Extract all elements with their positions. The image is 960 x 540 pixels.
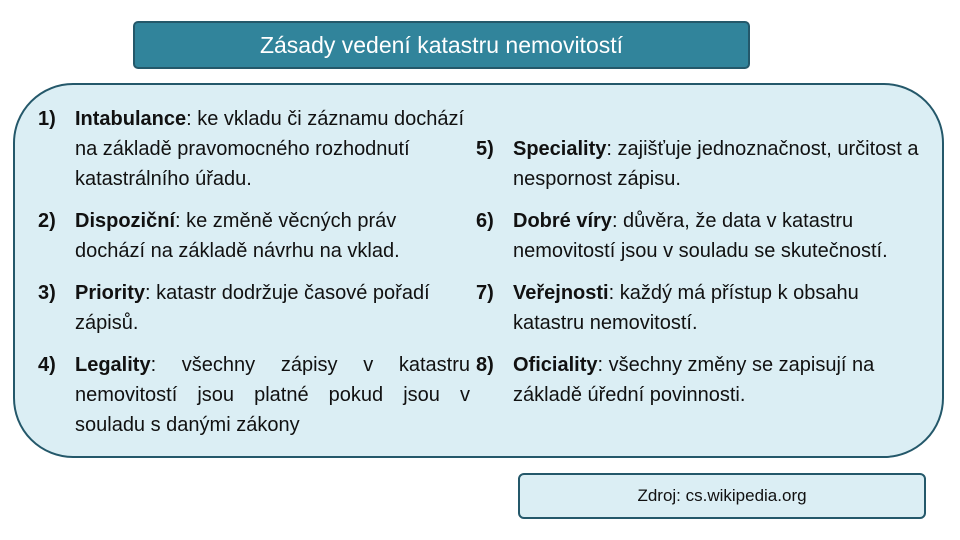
principle-item-1 xyxy=(38,104,470,194)
principle-term: Veřejnosti xyxy=(513,282,609,304)
principle-description: : ke vkladu či záznamu dochází na základě pravomocného rozhodnutí katastrálního úřadu. xyxy=(75,108,465,190)
principle-description: : důvěra, že data v katastru nemovitostí jsou v souladu se skutečností. xyxy=(513,210,888,262)
source-box xyxy=(518,473,926,519)
principle-text xyxy=(75,206,470,266)
principle-item-8 xyxy=(476,350,926,410)
principle-description: : zajišťuje jednoznačnost, určitost a nespornost zápisu. xyxy=(513,138,919,190)
principle-item-6 xyxy=(476,206,926,266)
principle-item-3 xyxy=(38,278,470,338)
principle-description: : každý má přístup k obsahu katastru nemovitostí. xyxy=(513,282,859,334)
principle-term: Intabulance xyxy=(75,108,187,130)
slide-title-text: Zásady vedení katastru nemovitostí xyxy=(259,31,624,58)
principle-number: 6) xyxy=(476,210,494,232)
principle-number: 1) xyxy=(38,108,56,130)
principle-text xyxy=(513,134,926,194)
principle-description: : katastr dodržuje časové pořadí zápisů. xyxy=(75,282,430,334)
principle-number: 8) xyxy=(476,354,494,376)
principle-text xyxy=(513,278,926,338)
principle-term: Speciality xyxy=(513,138,607,160)
principle-number: 2) xyxy=(38,210,56,232)
principle-number: 5) xyxy=(476,138,494,160)
principle-text xyxy=(513,206,926,266)
principle-text xyxy=(75,350,470,440)
principle-term: Priority xyxy=(75,282,146,304)
principle-item-7 xyxy=(476,278,926,338)
principle-text xyxy=(75,278,470,338)
principle-item-4 xyxy=(38,350,470,440)
principle-term: Dobré víry xyxy=(513,210,612,232)
principle-item-2 xyxy=(38,206,470,266)
principle-description: : ke změně věcných práv dochází na základě návrhu na vklad. xyxy=(75,210,400,262)
principle-description: : všechny změny se zapisují na základě úřední povinnosti. xyxy=(513,354,875,406)
principle-number: 7) xyxy=(476,282,494,304)
principles-list-left xyxy=(38,104,470,452)
principle-term: Legality xyxy=(75,354,151,376)
principle-description: : všechny zápisy v katastru nemovitostí jsou platné pokud jsou v souladu s danými zákony xyxy=(75,354,470,436)
source-text: Zdroj: cs.wikipedia.org xyxy=(637,486,807,505)
principle-item-5 xyxy=(476,134,926,194)
principle-term: Oficiality xyxy=(513,354,598,376)
principle-number: 3) xyxy=(38,282,56,304)
slide-title xyxy=(133,21,750,69)
principle-number: 4) xyxy=(38,354,56,376)
principles-list-right xyxy=(476,134,926,422)
principle-term: Dispoziční xyxy=(75,210,176,232)
principle-text xyxy=(75,104,470,194)
principle-text xyxy=(513,350,926,410)
